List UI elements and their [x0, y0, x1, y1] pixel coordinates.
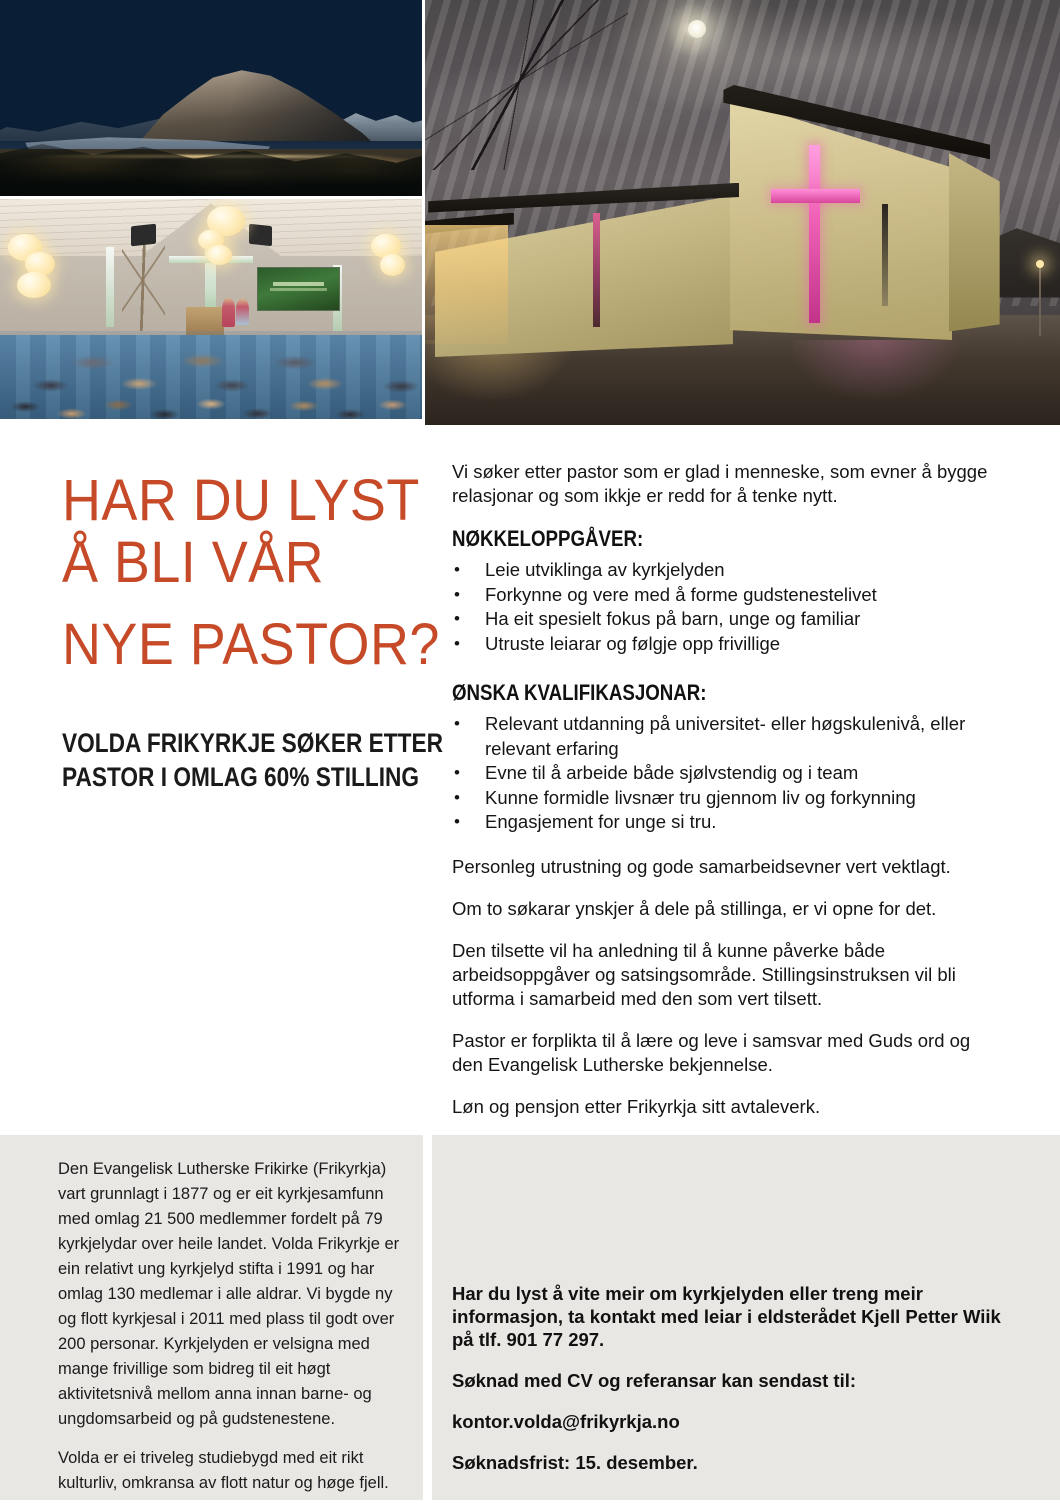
decorative-branch — [122, 230, 164, 331]
cross-light-on-ground — [793, 340, 996, 425]
speaker-left — [131, 224, 156, 246]
entry-glow — [425, 225, 508, 344]
about-text-block — [58, 1157, 403, 1510]
list-item: • Engasjement for unge si tru. — [452, 810, 1004, 835]
photo-band — [0, 0, 1060, 425]
headline-line-2: Å BLI VÅR — [62, 530, 325, 595]
street-lamp-icon — [1039, 264, 1041, 336]
projection-screen — [257, 267, 339, 311]
headline-line-3: NYE PASTOR? — [62, 612, 440, 677]
screen-text-line-2 — [270, 288, 328, 291]
narrow-window-left — [593, 213, 600, 328]
list-item: • Utruste leiarar og følgje opp frivillige — [452, 632, 1004, 657]
speaker-person — [222, 298, 236, 327]
qualifications-list — [452, 712, 1004, 835]
church-interior-photo — [0, 199, 422, 419]
speaker-person — [236, 299, 249, 325]
contact-info: Har du lyst å vite meir om kyrkjelyden eller treng meir informasjon, ta kontakt med leiar i eldsterådet Kjell Petter Wiik på tlf. 901 77 297. — [452, 1283, 1001, 1350]
congregation-crowd — [0, 331, 422, 419]
moon-icon — [688, 20, 706, 38]
church-rear-wall — [949, 153, 1000, 332]
list-item: • Kunne formidle livsnær tru gjennom liv og forkynning — [452, 786, 1004, 811]
subheadline-line-1: VOLDA FRIKYRKJE SØKER ETTER — [62, 728, 443, 758]
illuminated-cross-horizontal-icon — [771, 189, 860, 203]
intro-paragraph: Vi søker etter pastor som er glad i menneske, som evner å bygge relasjonar og som ikkje er redd for å tenke nytt. — [452, 461, 988, 506]
list-item: • Relevant utdanning på universitet- eller høgskulenivå, eller relevant erfaring — [452, 712, 1004, 761]
about-paragraph-2: Volda er ei triveleg studiebygd med eit rikt kulturliv, omkransa av flott natur og høge fjell. — [58, 1449, 389, 1492]
list-item: • Evne til å arbeide både sjølvstendig og i team — [452, 761, 1004, 786]
body-paragraph: Løn og pensjon etter Frikyrkja sitt avtaleverk. — [452, 1095, 821, 1117]
spacer — [452, 835, 1004, 855]
tasks-list — [452, 558, 1004, 656]
application-instruction: Søknad med CV og referansar kan sendast til: — [452, 1370, 857, 1391]
body-paragraph: Om to søkarar ynskjer å dele på stillinga, er vi opne for det. — [452, 897, 937, 919]
tasks-heading: NØKKELOPPGÅVER: — [452, 526, 644, 551]
subheadline-block — [62, 726, 443, 794]
contact-email[interactable]: kontor.volda@frikyrkja.no — [452, 1411, 680, 1432]
body-paragraph: Den tilsette vil ha anledning til å kunne påverke både arbeidsoppgåver og satsingsområde. Stillingsinstruksen vil bli utforma i samarbeid med den som vert tilsett. — [452, 939, 956, 1009]
list-item: • Ha eit spesielt fokus på barn, unge og familiar — [452, 607, 1004, 632]
headline-block — [62, 468, 440, 677]
list-item: • Leie utviklinga av kyrkjelyden — [452, 558, 1004, 583]
contact-text-block — [452, 1282, 1012, 1474]
bare-tree-branch — [425, 0, 628, 170]
list-item: • Forkynne og vere med å forme gudstenestelivet — [452, 583, 1004, 608]
pendant-lamp — [380, 254, 405, 276]
mountain-town-photo — [0, 0, 422, 196]
speaker-right — [249, 224, 272, 246]
narrow-window-right — [882, 204, 888, 306]
body-paragraph: Personleg utrustning og gode samarbeidsevner vert vektlagt. — [452, 855, 951, 877]
church-exterior-photo — [425, 0, 1060, 425]
body-paragraph: Pastor er forplikta til å lære og leve i samsvar med Guds ord og den Evangelisk Lutherske bekjennelse. — [452, 1029, 971, 1075]
pendant-lamp — [207, 245, 232, 265]
headline-line-1: HAR DU LYST — [62, 468, 420, 533]
subheadline-line-2: PASTOR I OMLAG 60% STILLING — [62, 762, 420, 792]
job-description-column — [452, 460, 1004, 1137]
screen-text-line-1 — [273, 282, 324, 285]
about-paragraph-1: Den Evangelisk Lutherske Frikirke (Frikyrkja) vart grunnlagt i 1877 og er eit kyrkjesamfunn med omlag 21 500 medlemmer fordelt på 79 kyrkjelydar over heile landet. Volda Frikyrkje er ein relativt ung kyrkjelyd stifta i 1991 og har omlag 130 medlemar i alle aldrar. Vi bygde ny og flott kyrkjesal i 2011 med plass til godt over 200 personar. Kyrkjelyden er velsigna med mange frivillige som bidreg til eit høgt aktivitetsnivå mellom anna innan barne- og ungdomsarbeid og på gudstenestene. — [58, 1160, 400, 1428]
pendant-lamp — [17, 272, 51, 298]
qualifications-heading: ØNSKA KVALIFIKASJONAR: — [452, 680, 707, 705]
window-left — [106, 247, 114, 326]
illuminated-cross-vertical-icon — [809, 145, 820, 324]
application-deadline: Søknadsfrist: 15. desember. — [452, 1452, 698, 1473]
